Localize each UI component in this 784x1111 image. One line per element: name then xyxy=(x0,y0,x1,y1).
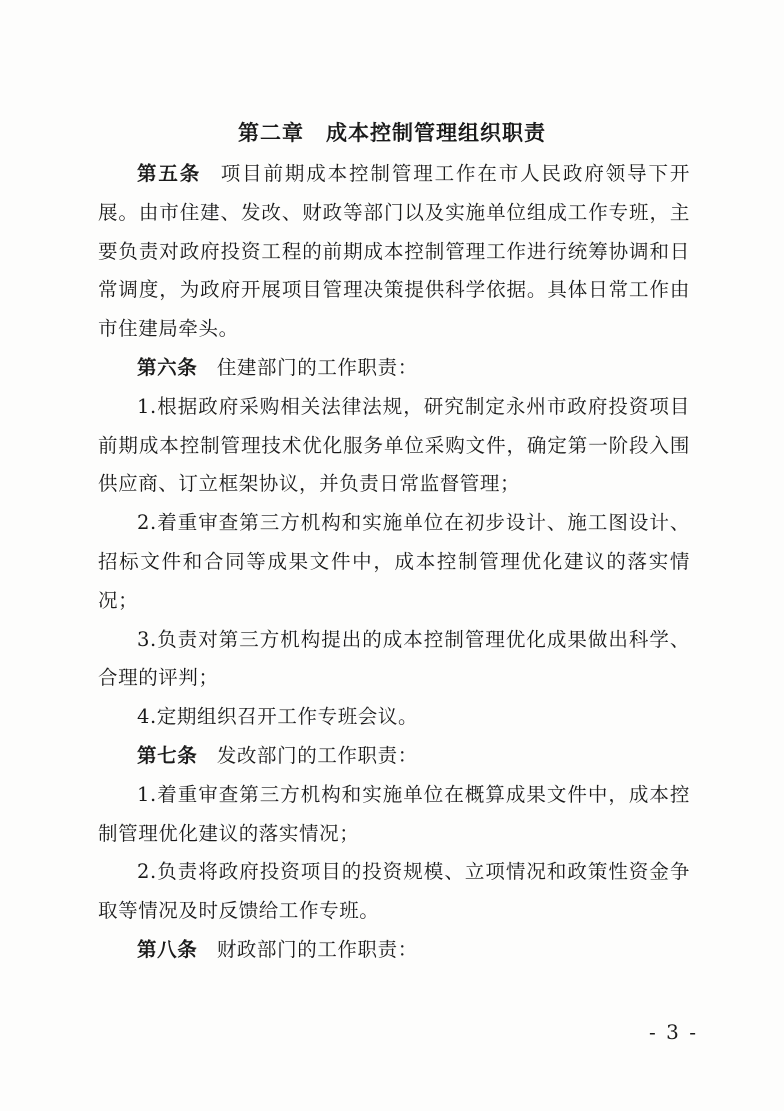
paragraph-text: 项目前期成本控制管理工作在市人民政府领导下开展。由市住建、发改、财政等部门以及实施单位组成工作专班，主要负责对政府投资工程的前期成本控制管理工作进行统筹协调和日常调度，为政府开展项目管理决策提供科学依据。具体日常工作由市住建局牵头。 xyxy=(98,162,690,341)
paragraph-text: 3.负责对第三方机构提出的成本控制管理优化成果做出科学、合理的评判； xyxy=(98,627,690,690)
paragraph-text: 2.着重审查第三方机构和实施单位在初步设计、施工图设计、招标文件和合同等成果文件中，成本控制管理优化建议的落实情况； xyxy=(98,511,690,612)
paragraph-text: 财政部门的工作职责： xyxy=(216,937,418,961)
article-label: 第五条 xyxy=(137,162,202,185)
list-item-paragraph xyxy=(98,698,690,737)
list-item-paragraph xyxy=(98,621,690,699)
paragraph-text: 1.着重审查第三方机构和实施单位在概算成果文件中，成本控制管理优化建议的落实情况； xyxy=(98,782,690,845)
article-label: 第八条 xyxy=(137,937,198,961)
list-item-paragraph xyxy=(98,388,690,504)
article-label: 第六条 xyxy=(137,355,198,379)
paragraph-text: 1.根据政府采购相关法律法规，研究制定永州市政府投资项目前期成本控制管理技术优化服务单位采购文件，确定第一阶段入围供应商、订立框架协议，并负责日常监督管理； xyxy=(98,394,690,496)
page-number: - 3 - xyxy=(649,1020,698,1044)
list-item-paragraph xyxy=(98,504,690,620)
chapter-title: 第二章 成本控制管理组织职责 xyxy=(238,121,546,145)
paragraph-text: 住建部门的工作职责： xyxy=(216,355,418,379)
paragraph-text: 发改部门的工作职责： xyxy=(216,743,418,767)
article-6-paragraph xyxy=(98,349,690,388)
paragraph-text: 4.定期组织召开工作专班会议。 xyxy=(137,705,419,729)
article-7-paragraph xyxy=(98,737,690,776)
list-item-paragraph xyxy=(98,776,690,854)
list-item-paragraph xyxy=(98,853,690,931)
body-text xyxy=(98,155,690,970)
article-label: 第七条 xyxy=(137,743,198,767)
article-8-paragraph xyxy=(98,931,690,970)
paragraph-text: 2.负责将政府投资项目的投资规模、立项情况和政策性资金争取等情况及时反馈给工作专班。 xyxy=(98,860,690,923)
article-5-paragraph xyxy=(98,155,690,349)
